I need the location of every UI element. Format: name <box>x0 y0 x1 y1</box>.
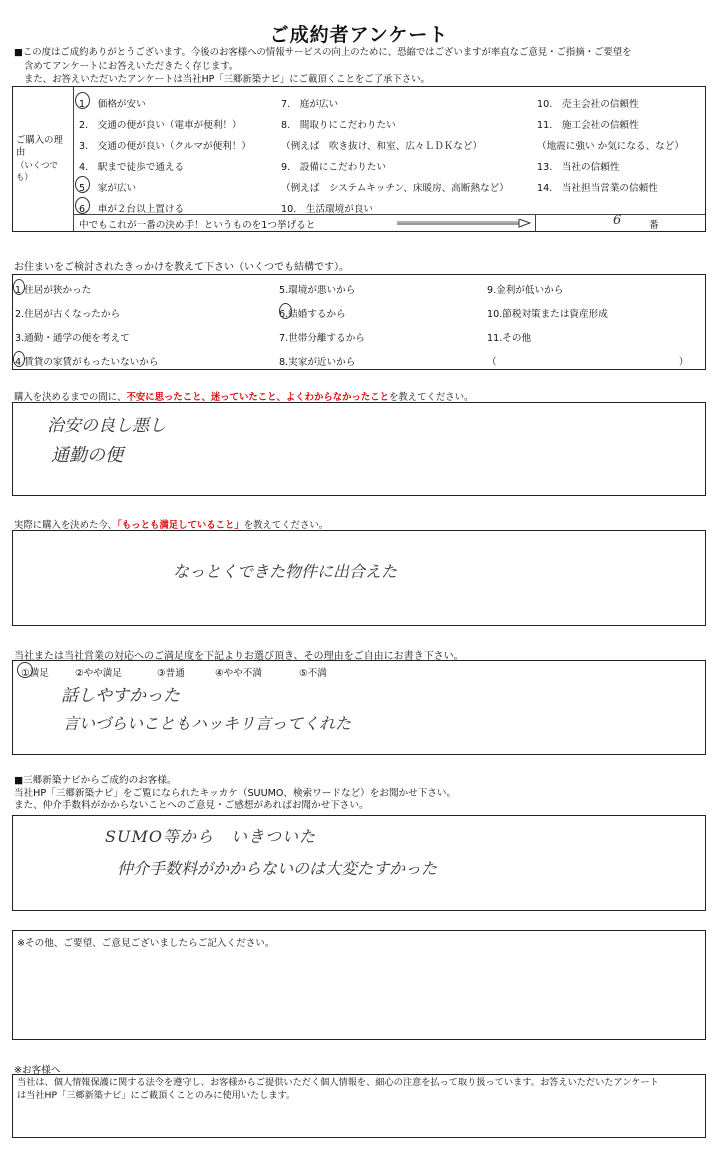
privacy-box <box>12 1074 706 1138</box>
intro-line: また、お答えいただいたアンケートは当社HP「三郷新築ナビ」にご載頂くことをご了承下さい。 <box>24 74 430 85</box>
reason-option[interactable]: 5. 家が広い <box>79 183 137 194</box>
satisfied-heading-emphasis: 「もっとも満足していること」 <box>117 520 244 531</box>
satisfied-answer: なっとくできた物件に出合えた <box>173 562 398 581</box>
reason-option[interactable]: 7. 庭が広い <box>281 99 339 110</box>
privacy-text-line: は当社HP「三郷新築ナビ」にご載頂くことのみに使用いたします。 <box>17 1089 296 1101</box>
page-title: ご成約者アンケート <box>269 24 449 46</box>
selection-circle <box>279 303 292 319</box>
service-answer-line: 言いづらいこともハッキリ言ってくれた <box>63 714 352 733</box>
trigger-option[interactable]: 3.通勤・通学の便を考えて <box>15 333 130 344</box>
reason-option[interactable]: 10. 売主会社の信頼性 <box>537 99 639 110</box>
reason-option-note: （例えば システムキッチン、床暖房、高断熱など） <box>281 183 509 194</box>
trigger-option[interactable]: 4.賃貸の家賃がもったいないから <box>15 357 159 368</box>
trigger-option[interactable]: 10.節税対策または資産形成 <box>487 309 608 320</box>
satisfied-heading-post: を教えてください。 <box>243 520 329 531</box>
intro-line: 含めてアンケートにお答えいただきたく存じます。 <box>24 60 239 72</box>
navi-answer-line: 仲介手数料がかからないのは大変たすかった <box>117 859 438 878</box>
reason-option[interactable]: 9. 設備にこだわりたい <box>281 162 387 173</box>
trigger-option[interactable]: 1.住居が狭かった <box>15 285 92 296</box>
navi-heading-line: 当社HP「三郷新築ナビ」をご覧になられたキッカケ（SUUMO、検索ワードなど）をお聞かせ下さい。 <box>14 787 457 799</box>
reason-option[interactable]: 6. 車が２台以上置ける <box>79 204 185 215</box>
reasons-label-line: も） <box>16 172 33 182</box>
intro-line: ■この度はご成約ありがとうございます。今後のお客様への情報サービスの向上のために、恐縮ではございますが率直なご意見・ご指摘・ご要望を <box>14 47 632 58</box>
trigger-other-field[interactable]: （ ） <box>487 357 689 368</box>
trigger-heading: お住まいをご検討されたきっかけを教えて下さい（いくつでも結構です）。 <box>14 262 349 273</box>
trigger-option[interactable]: 2.住居が古くなったから <box>15 309 121 320</box>
reasons-label <box>16 135 63 183</box>
other-heading: ※その他、ご要望、ご意見ございましたらご記入ください。 <box>17 938 275 949</box>
privacy-heading: ※お客様へ <box>14 1065 61 1076</box>
trigger-option[interactable]: 7.世帯分離するから <box>279 333 365 344</box>
decider-answer[interactable]: 6 <box>613 213 622 228</box>
concerns-heading-emphasis: 不安に思ったこと、迷っていたこと、よくわからなかったこと <box>126 392 390 403</box>
privacy-text-line: 当社は、個人情報保護に関する法令を遵守し、お客様からご提供いただく個人情報を、細心の注意を払って取り扱っています。お答えいただいたアンケート <box>17 1077 659 1088</box>
reason-option[interactable]: 14. 当社担当営業の信頼性 <box>537 183 658 194</box>
selection-circle <box>75 197 90 214</box>
service-answer-line: 話しやすかった <box>61 686 180 706</box>
concerns-answer-line: 治安の良し悪し <box>47 416 166 436</box>
reason-option[interactable]: 3. 交通の便が良い（クルマが便利！） <box>79 141 251 152</box>
reason-option[interactable]: 2. 交通の便が良い（電車が便利！） <box>79 120 242 131</box>
navi-heading-line: また、仲介手数料がかからないことへのご意見・ご感想があればお聞かせ下さい。 <box>14 800 369 811</box>
service-option[interactable]: ④やや不満 <box>215 668 262 679</box>
concerns-heading <box>14 389 473 403</box>
selection-circle <box>17 662 33 678</box>
reason-option[interactable]: 4. 駅まで徒歩で通える <box>79 162 185 173</box>
trigger-option[interactable]: 11.その他 <box>487 333 532 344</box>
concerns-answer-box[interactable] <box>12 402 706 496</box>
service-option[interactable]: ②やや満足 <box>75 668 122 679</box>
trigger-option[interactable]: 8.実家が近いから <box>279 357 356 368</box>
selection-circle <box>13 351 25 367</box>
concerns-heading-pre: 購入を決めるまでの間に、 <box>14 392 127 403</box>
navi-answer-line: SUMO等から いきついた <box>105 827 316 846</box>
navi-heading <box>14 775 456 813</box>
reasons-table <box>12 86 706 232</box>
intro-text <box>14 46 704 87</box>
trigger-table <box>12 274 706 370</box>
satisfied-heading-pre: 実際に購入を決めた今、 <box>14 520 118 531</box>
decider-prompt: 中でもこれが一番の決め手！というものを1つ挙げると <box>79 220 316 231</box>
decider-suffix: 番 <box>649 220 659 231</box>
reason-option[interactable]: 8. 間取りにこだわりたい <box>281 120 396 131</box>
reason-option[interactable]: 11. 施工会社の信頼性 <box>537 120 639 131</box>
service-option[interactable]: ①満足 <box>21 668 49 679</box>
satisfied-heading <box>14 517 328 531</box>
navi-answer-box[interactable] <box>12 815 706 911</box>
reasons-label-line: 由 <box>16 147 26 158</box>
reason-option-note: （地震に強い か気になる、など） <box>537 141 684 152</box>
selection-circle <box>75 92 90 109</box>
service-heading: 当社または当社営業の対応へのご満足度を下記よりお選び頂き、その理由をご自由にお書き下さい。 <box>14 651 464 662</box>
service-option[interactable]: ⑤不満 <box>299 668 327 679</box>
concerns-heading-post: を教えてください。 <box>389 392 474 403</box>
navi-heading-line: ■三郷新築ナビからご成約のお客様。 <box>14 775 177 786</box>
selection-circle <box>13 279 25 295</box>
service-option[interactable]: ③普通 <box>157 668 185 679</box>
reasons-label-line: ご購入の理 <box>16 135 63 146</box>
other-comments-box[interactable] <box>12 930 706 1040</box>
reason-option[interactable]: 13. 当社の信頼性 <box>537 162 620 173</box>
trigger-option[interactable]: 5.環境が悪いから <box>279 285 356 296</box>
satisfied-answer-box[interactable] <box>12 530 706 626</box>
reason-option[interactable]: 1. 価格が安い <box>79 99 146 110</box>
selection-circle <box>75 176 90 193</box>
trigger-option[interactable]: 6.結婚するから <box>279 309 346 320</box>
reason-option[interactable]: 10. 生活環境が良い <box>281 204 374 215</box>
concerns-answer-line: 通勤の便 <box>51 445 123 466</box>
service-answer-box[interactable] <box>12 660 706 755</box>
trigger-option[interactable]: 9.金利が低いから <box>487 285 564 296</box>
arrow-right-icon <box>397 219 531 229</box>
reason-option-note: （例えば 吹き抜け、和室、広々ＬＤＫなど） <box>281 141 483 152</box>
reasons-label-line: （いくつで <box>16 160 58 170</box>
